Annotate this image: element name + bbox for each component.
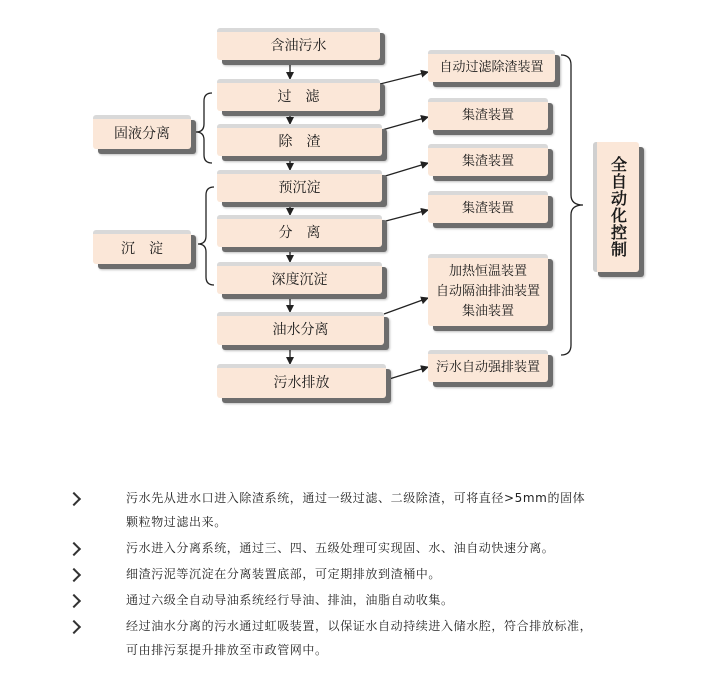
arrow-separation-to-device xyxy=(382,210,428,222)
step-oily-wastewater-label: 含油污水 xyxy=(270,37,327,54)
list-item-line: 污水进入分离系统，通过三、四、五级处理可实现固、水、油自动快速分离。 xyxy=(126,541,555,555)
step-slag-removal-label: 除 渣 xyxy=(278,133,321,150)
device-heating-label: 加热恒温装置 xyxy=(448,264,527,279)
step-oil-water-separation xyxy=(217,312,384,345)
step-separation-label: 分 离 xyxy=(278,224,321,241)
list-item-line: 细渣污泥等沉淀在分离装置底部，可定期排放到渣桶中。 xyxy=(126,567,442,581)
step-pre-sedimentation xyxy=(217,170,382,202)
list-item-line: 污水先从进水口进入除渣系统，通过一级过滤、二级除渣，可将直径>5mm的固体 xyxy=(126,491,586,505)
arrow-oilwater-to-device xyxy=(384,298,428,314)
list-item-text xyxy=(126,614,646,662)
arrow-filter-to-device xyxy=(380,72,428,84)
chevron-right-icon xyxy=(67,542,81,556)
step-slag-removal xyxy=(217,124,382,156)
full-automation-control xyxy=(593,142,639,272)
brace-control xyxy=(561,55,583,355)
list-item-text xyxy=(126,588,646,612)
device-auto-filter-slag-label: 自动过滤除渣装置 xyxy=(439,59,544,75)
group-solid-liquid-label: 固液分离 xyxy=(114,125,170,142)
device-slag-collector-3 xyxy=(428,191,548,223)
device-auto-force-discharge-label: 污水自动强排装置 xyxy=(435,359,540,375)
device-slag-collector-1-label: 集渣装置 xyxy=(461,107,514,123)
device-slag-collector-1 xyxy=(428,98,548,130)
device-slag-collector-3-label: 集渣装置 xyxy=(461,200,514,216)
device-auto-filter-slag xyxy=(428,50,555,82)
step-filtration xyxy=(217,79,380,111)
step-pre-sedimentation-label: 预沉淀 xyxy=(278,179,321,196)
chevron-right-icon xyxy=(67,620,81,634)
group-sedimentation xyxy=(93,230,191,264)
step-discharge xyxy=(217,364,386,398)
list-item-line: 通过六级全自动导油系统经行导油、排油，油脂自动收集。 xyxy=(126,593,454,607)
step-oily-wastewater xyxy=(217,28,380,60)
brace-sedimentation xyxy=(198,187,214,285)
arrow-discharge-to-device xyxy=(386,367,428,380)
chevron-right-icon xyxy=(67,492,81,506)
step-separation xyxy=(217,215,382,247)
step-deep-sedimentation xyxy=(217,262,382,294)
full-automation-control-label: 全自动化控制 xyxy=(608,156,628,258)
device-auto-force-discharge xyxy=(428,350,548,382)
chevron-right-icon xyxy=(67,594,81,608)
step-deep-sedimentation-label: 深度沉淀 xyxy=(271,271,328,288)
device-slag-collector-2 xyxy=(428,144,548,176)
chevron-right-icon xyxy=(67,568,81,582)
arrow-presed-to-device xyxy=(382,163,428,177)
device-oil-group xyxy=(428,254,548,326)
device-oil-collector-label: 集油装置 xyxy=(461,304,514,319)
group-sedimentation-label: 沉 淀 xyxy=(121,240,163,257)
list-item-text xyxy=(126,536,646,560)
group-solid-liquid-separation xyxy=(93,115,191,149)
step-discharge-label: 污水排放 xyxy=(273,374,330,391)
list-item-text xyxy=(126,486,646,534)
device-slag-collector-2-label: 集渣装置 xyxy=(461,153,514,169)
device-oil-separation-label: 自动隔油排油装置 xyxy=(435,284,540,299)
list-item-text xyxy=(126,562,646,586)
arrow-slag-to-device xyxy=(382,117,428,130)
list-item-line: 可由排污泵提升排放至市政管网中。 xyxy=(126,643,328,657)
step-filtration-label: 过 滤 xyxy=(277,88,320,105)
list-item-line: 颗粒物过滤出来。 xyxy=(126,515,227,529)
step-oil-water-separation-label: 油水分离 xyxy=(272,322,329,339)
brace-solid-liquid xyxy=(196,93,212,163)
list-item-line: 经过油水分离的污水通过虹吸装置，以保证水自动持续进入储水腔，符合排放标准， xyxy=(126,619,593,633)
